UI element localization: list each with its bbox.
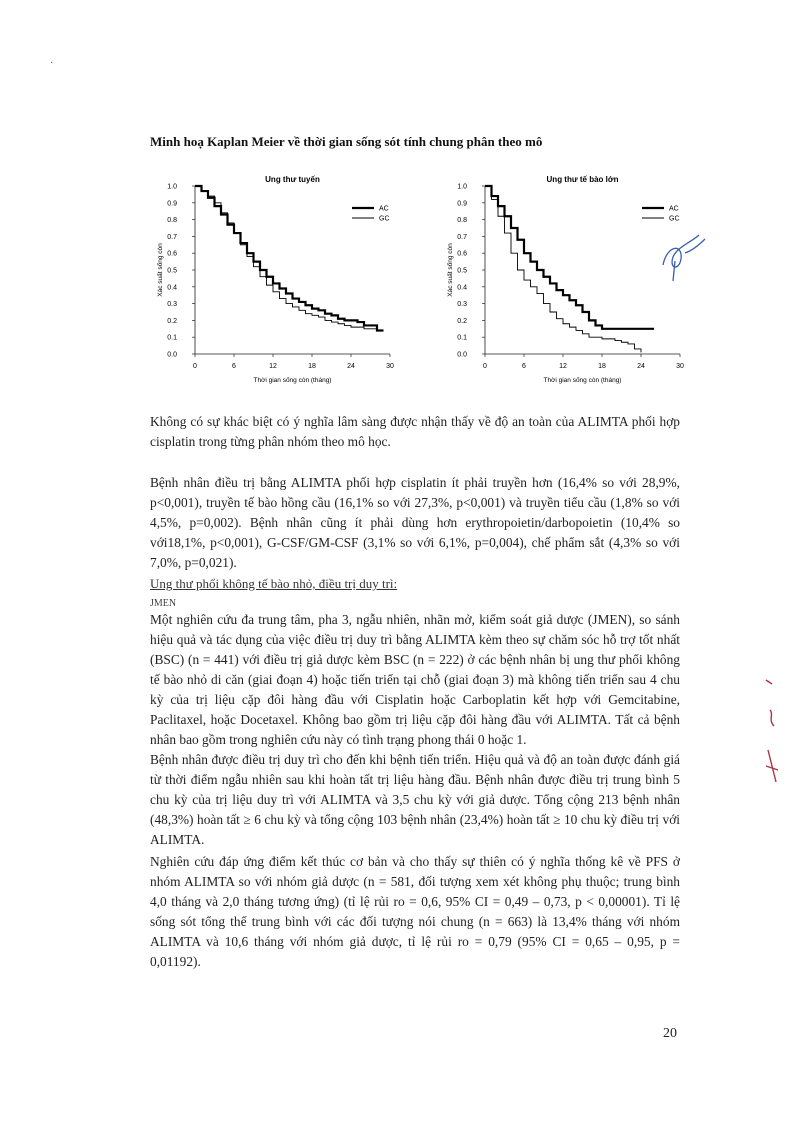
paragraph-pfs-results-text: Nghiên cứu đáp ứng điểm kết thúc cơ bản và cho thấy sự thiên có ý nghĩa thống kê về PFS ở nhóm ALIMTA so với nhóm giả dược (n = 581, đối tượng xem xét không phụ thuộc; trung bình 4,0 tháng và 2,0 tháng tương ứng) (tỉ lệ rủi ro = 0,6, 95% CI = 0,49 – 0,73, p < 0,00001). Tỉ lệ sống sót tổng thể trung bình với các đối tượng nói chung (n = 663) là 13,4% tháng với nhóm ALIMTA và 10,6 tháng với nhóm giả dược, tỉ lệ rủi ro = 0,79 (95% CI = 0,65 – 0,95, p = 0,01192).	[150, 854, 680, 969]
y-tick-label: 0.3	[457, 301, 467, 309]
paragraph-transfusion-text: Bệnh nhân điều trị bằng ALIMTA phối hợp cisplatin ít phải truyền hơn (16,4% so với 28,9%, p<0,001), truyền tế bào hồng cầu (16,1% so với 27,3%, p<0,001) và truyền tiểu cầu (1,8% so với 4,5%, p=0,002). Bệnh nhân cũng ít phải dùng hơn erythropoietin/darbopoietin (10,4% so với18,1%, p<0,001), G-CSF/GM-CSF (3,1% so với 6,1%, p=0,004), chế phẩm sắt (4,3% so với 7,0%, p=0,021).	[150, 475, 680, 570]
paragraph-jmen-study	[150, 610, 680, 750]
km-chart-adenocarcinoma	[150, 172, 420, 392]
y-tick-label: 1.0	[457, 183, 467, 191]
x-tick-label: 0	[483, 363, 487, 370]
legend-label-ac: AC	[669, 205, 679, 213]
section-subheading: Ung thư phổi không tế bào nhỏ, điều trị duy trì:	[150, 576, 398, 591]
paragraph-transfusion	[150, 473, 680, 573]
x-tick-label: 18	[598, 363, 606, 370]
paragraph-maintenance	[150, 750, 680, 850]
x-tick-label: 6	[522, 363, 526, 370]
y-tick-label: 0.6	[457, 250, 467, 258]
x-tick-label: 18	[308, 363, 316, 370]
y-tick-label: 0.2	[167, 317, 177, 325]
y-tick-label: 0.2	[457, 317, 467, 325]
y-axis-label: Xác suất sống còn	[157, 243, 164, 297]
y-tick-label: 0.4	[457, 284, 467, 292]
x-axis-label: Thời gian sống còn (tháng)	[543, 377, 622, 384]
study-tag: JMEN	[150, 598, 177, 609]
chart-adenocarcinoma	[150, 172, 420, 392]
legend-label-gc: GC	[669, 215, 680, 223]
y-tick-label: 0.3	[167, 301, 177, 309]
y-tick-label: 0.6	[167, 250, 177, 258]
x-tick-label: 12	[559, 363, 567, 370]
y-tick-label: 0.5	[167, 267, 177, 275]
y-tick-label: 0.9	[457, 200, 467, 208]
y-tick-label: 0.5	[457, 267, 467, 275]
km-curve-gc	[485, 186, 641, 352]
page-number: 20	[663, 1026, 677, 1041]
km-curve-ac	[485, 186, 654, 329]
x-tick-label: 0	[193, 363, 197, 370]
y-tick-label: 0.7	[457, 233, 467, 241]
x-tick-label: 24	[637, 363, 645, 370]
paragraph-safety-text: Không có sự khác biệt có ý nghĩa lâm sàng được nhận thấy về độ an toàn của ALIMTA phối hợp cisplatin trong từng phân nhóm theo mô học.	[150, 414, 680, 449]
x-tick-label: 24	[347, 363, 355, 370]
legend-label-ac: AC	[379, 205, 389, 213]
paragraph-jmen-study-text: Một nghiên cứu đa trung tâm, pha 3, ngẫu nhiên, nhãn mở, kiểm soát giả dược (JMEN), so sánh hiệu quả và tác dụng của việc điều trị duy trì bằng ALIMTA kèm theo sự chăm sóc hỗ trợ tốt nhất (BSC) (n = 441) với điều trị giả dược kèm BSC (n = 222) ở các bệnh nhân bị ung thư phổi không tế bào nhỏ di căn (giai đoạn 4) hoặc tiến triển tại chỗ (giai đoạn 3) mà không tiến triển sau 4 chu kỳ của trị liệu cặp đôi hàng đầu với Cisplatin hoặc Carboplatin kết hợp với Gemcitabine, Paclitaxel, hoặc Docetaxel. Không bao gồm trị liệu cặp đôi hàng đầu với ALIMTA. Tất cả bệnh nhân bao gồm trong nghiên cứu này có tình trạng phong thái 0 hoặc 1.	[150, 612, 680, 747]
y-tick-label: 0.8	[167, 217, 177, 225]
x-axis-label: Thời gian sống còn (tháng)	[253, 377, 332, 384]
paragraph-pfs-results	[150, 852, 680, 972]
scan-speck: ·	[50, 58, 54, 69]
y-tick-label: 0.0	[457, 351, 467, 359]
edge-scribble	[760, 670, 790, 800]
y-tick-label: 0.8	[457, 217, 467, 225]
y-tick-label: 0.1	[457, 334, 467, 342]
paragraph-safety	[150, 412, 680, 452]
y-tick-label: 0.0	[167, 351, 177, 359]
legend-label-gc: GC	[379, 215, 390, 223]
x-tick-label: 30	[676, 363, 684, 370]
x-tick-label: 12	[269, 363, 277, 370]
x-tick-label: 6	[232, 363, 236, 370]
km-curve-gc	[195, 186, 377, 330]
signature-mark	[655, 225, 715, 285]
y-tick-label: 0.7	[167, 233, 177, 241]
y-tick-label: 0.4	[167, 284, 177, 292]
chart-title: Ung thư tế bào lớn	[546, 175, 619, 184]
paragraph-maintenance-text: Bệnh nhân được điều trị duy trì cho đến khi bệnh tiến triển. Hiệu quả và độ an toàn được đánh giá từ thời điểm ngẫu nhiên sau khi hoàn tất trị liệu hàng đầu. Bệnh nhân được điều trị trung bình 5 chu kỳ của trị liệu duy trì với ALIMTA và 3,5 chu kỳ với giả dược. Tổng cộng 213 bệnh nhân (48,3%) hoàn tất ≥ 6 chu kỳ và tổng cộng 103 bệnh nhân (23,4%) hoàn tất ≥ 10 chu kỳ điều trị với ALIMTA.	[150, 752, 680, 847]
y-axis-label: Xác suất sống còn	[447, 243, 454, 297]
page-heading: Minh hoạ Kaplan Meier về thời gian sống sót tính chung phân theo mô	[150, 134, 543, 149]
y-tick-label: 0.9	[167, 200, 177, 208]
y-tick-label: 1.0	[167, 183, 177, 191]
chart-title: Ung thư tuyến	[265, 175, 320, 184]
y-tick-label: 0.1	[167, 334, 177, 342]
x-tick-label: 30	[386, 363, 394, 370]
